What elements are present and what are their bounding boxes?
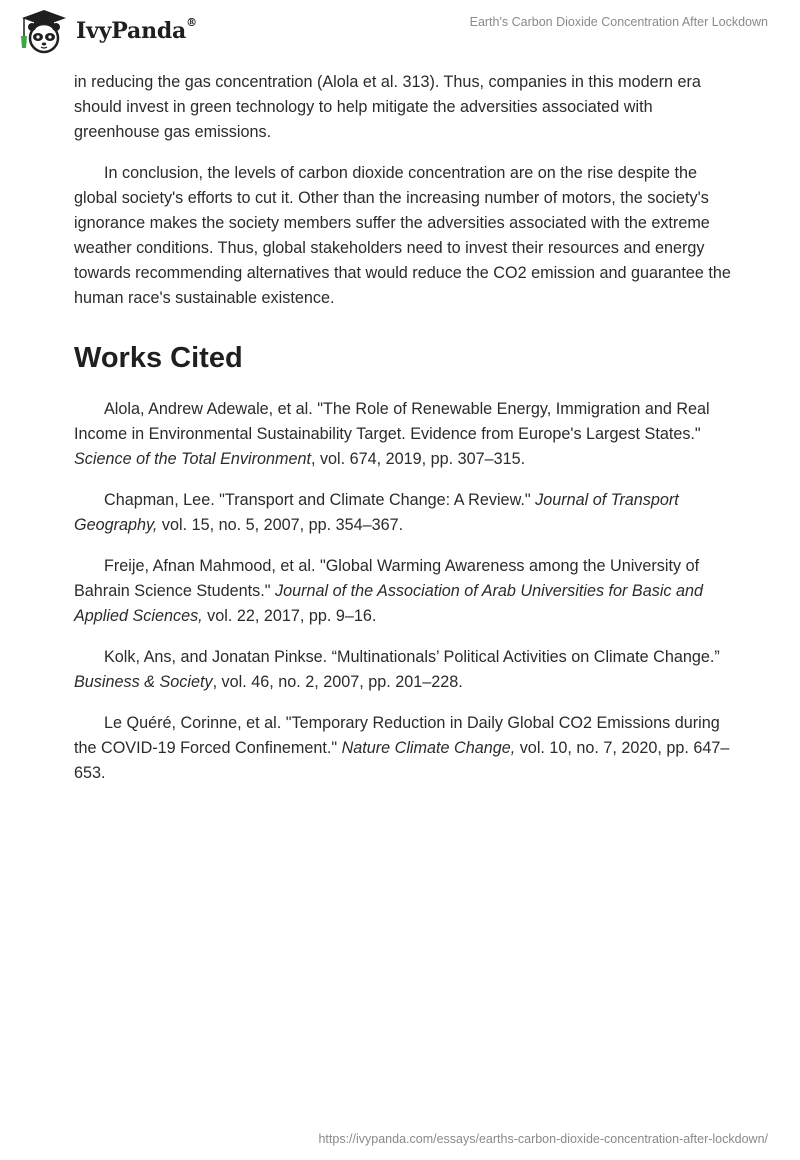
- brand-name: IvyPanda®: [76, 16, 197, 44]
- source-url-link[interactable]: https://ivypanda.com/essays/earths-carbon-dioxide-concentration-after-lockdown/: [318, 1132, 768, 1146]
- essay-content: [74, 70, 734, 802]
- panda-graduate-icon: [14, 8, 74, 54]
- citation-entry: Chapman, Lee. "Transport and Climate Change: A Review." Journal of Transport Geography, vol. 15, no. 5, 2007, pp. 354–367.: [74, 491, 679, 534]
- document-title: Earth's Carbon Dioxide Concentration After Lockdown: [469, 15, 768, 29]
- works-cited-list: [74, 397, 734, 786]
- citation-entry: Kolk, Ans, and Jonatan Pinkse. “Multinationals’ Political Activities on Climate Change.” Business & Society, vol. 46, no. 2, 2007, pp. 201–228.: [74, 648, 720, 691]
- ivypanda-logo[interactable]: [14, 8, 197, 54]
- citation-entry: Freije, Afnan Mahmood, et al. "Global Warming Awareness among the University of Bahrain Science Students." Journal of the Association of Arab Universities for Basic and Applied Sciences, vol. 22, 2017, pp. 9–16.: [74, 557, 704, 625]
- page-header: [0, 0, 800, 66]
- works-cited-heading: Works Cited: [74, 342, 243, 374]
- citation-entry: Le Quéré, Corinne, et al. "Temporary Reduction in Daily Global CO2 Emissions during the COVID-19 Forced Confinement." Nature Climate Change, vol. 10, no. 7, 2020, pp. 647–653.: [74, 714, 730, 782]
- conclusion-paragraph: In conclusion, the levels of carbon dioxide concentration are on the rise despite the global society's efforts to cut it. Other than the increasing number of motors, the society's ignorance makes the society members suffer the adversities associated with the extreme weather conditions. Thus, global stakeholders need to invest their resources and energy towards recommending alternatives that would reduce the CO2 emission and guarantee the human race's sustainable existence.: [74, 164, 731, 307]
- citation-entry: Alola, Andrew Adewale, et al. "The Role of Renewable Energy, Immigration and Real Income in Environmental Sustainability Target. Evidence from Europe's Largest States." Science of the Total Environment, vol. 674, 2019, pp. 307–315.: [74, 400, 710, 468]
- body-paragraph-continued: in reducing the gas concentration (Alola et al. 313). Thus, companies in this modern era should invest in green technology to help mitigate the adversities associated with greenhouse gas emissions.: [74, 73, 701, 141]
